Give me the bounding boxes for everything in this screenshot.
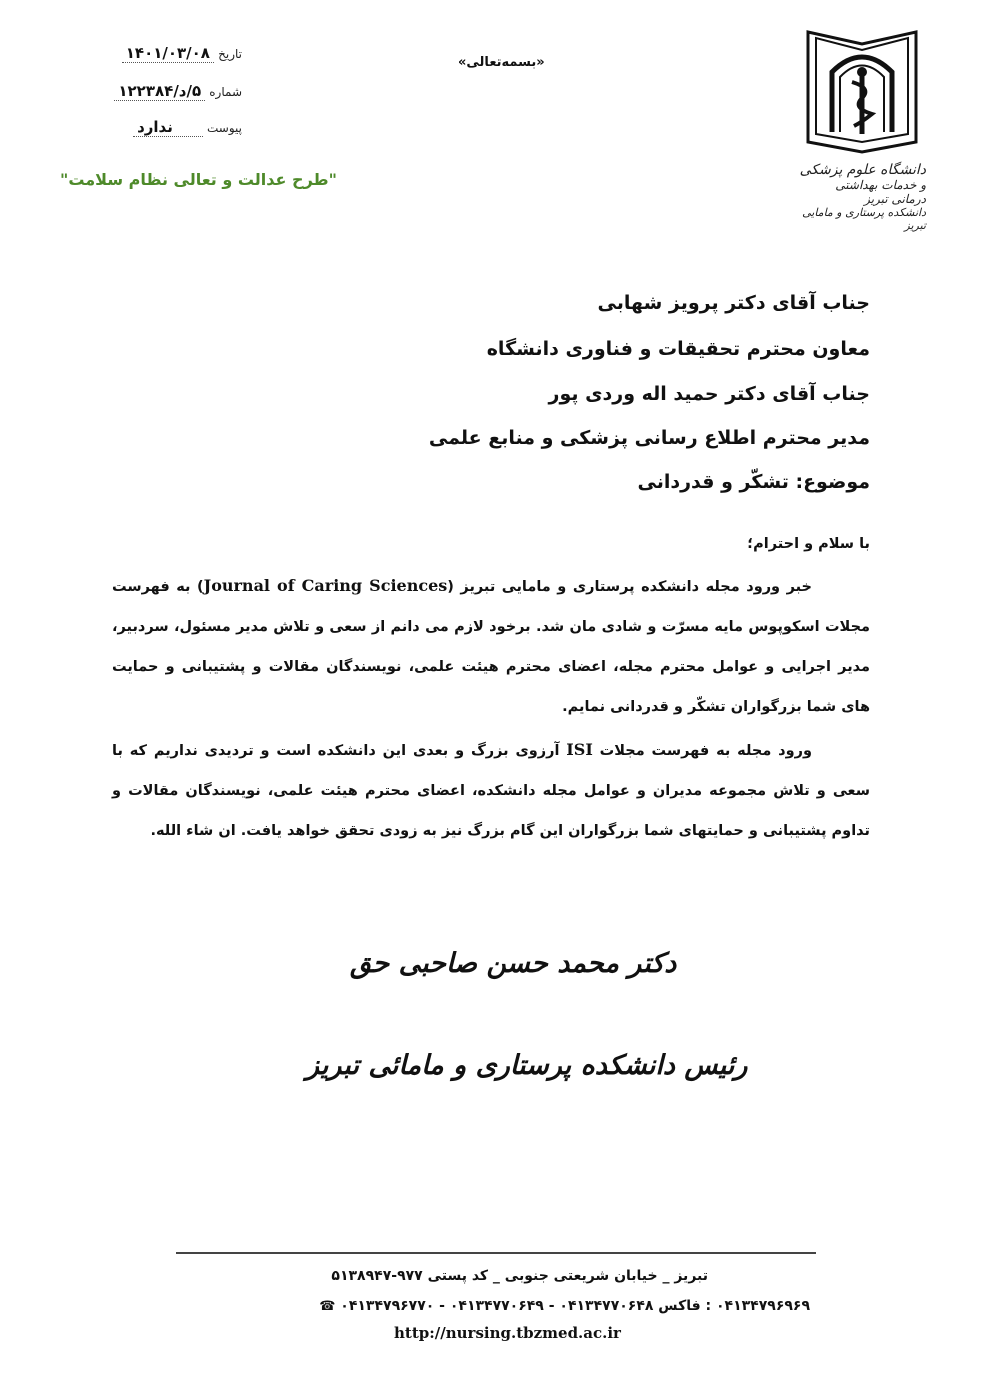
paragraph-2-end: آرزوی بزرگ و بعدی این دانشکده است و تردیدی نداریم که با سعی و تلاش مجموعه مدیران و عوامل مجله دانشکده، اعضای محترم هیئت علمی، نویسندگان مقالات و تداوم پشتیبانی و حمایتهای شما بزرگواران این گام بزرگ نیز به زودی تحقق خواهد یافت. ان شاء الله.: [112, 743, 870, 839]
attachment-label: پیوست: [207, 121, 242, 135]
paragraph-1: [112, 566, 870, 727]
attachment-value: ندارد: [133, 118, 203, 137]
logo-line-health-services: و خدمات بهداشتی درمانی تبریز: [835, 178, 926, 206]
footer-address: تبریز _ خیابان شریعتی جنوبی _ کد پستی ۹۷۷-۵۱۳۸۹۴۷: [331, 1268, 708, 1284]
number-row: [104, 82, 242, 101]
date-row: [108, 44, 242, 63]
addressee-line-4: مدیر محترم اطلاع رسانی پزشکی و منابع علمی: [428, 427, 870, 449]
signature-name: دکتر محمد حسن صاحبی حق: [350, 948, 677, 979]
paragraph-1-start: خبر ورود مجله دانشکده پرستاری و مامایی تبریز (: [447, 579, 812, 595]
greeting: با سلام و احترام؛: [747, 536, 870, 552]
logo-line-faculty: دانشکده پرستاری و مامایی تبریز: [802, 206, 926, 232]
footer-website-link[interactable]: http://nursing.tbzmed.ac.ir: [394, 1324, 621, 1342]
journal-name: Journal of Caring Sciences: [203, 576, 448, 595]
subject-line: موضوع: تشکّر و قدردانی: [637, 471, 870, 493]
addressee-line-2: معاون محترم تحقیقات و فناوری دانشگاه: [486, 338, 870, 360]
footer-divider: [176, 1252, 816, 1254]
addressee-line-3: جناب آقای دکتر حمید اله وردی پور: [548, 383, 870, 405]
bismillah: «بسمه‌تعالی»: [458, 55, 545, 70]
phone-icon: ☎: [319, 1299, 336, 1314]
footer-phones: ۰۴۱۳۴۷۹۶۹۶۹ : فاکس ۰۴۱۳۴۷۷۰۶۴۸ - ۰۴۱۳۴۷۷۰۶۴۹ - ۰۴۱۳۴۷۹۶۷۷۰: [340, 1298, 810, 1314]
addressee-line-1: جناب آقای دکتر پرویز شهابی: [597, 292, 870, 314]
university-emblem-icon: [798, 22, 926, 162]
number-label: شماره: [209, 85, 242, 99]
footer-phones-row: [204, 1298, 810, 1314]
paragraph-2: [112, 730, 870, 851]
number-value: ۵/د/۱۲۲۳۸۴: [114, 82, 205, 101]
date-value: ۱۴۰۱/۰۳/۰۸: [122, 44, 214, 63]
paragraph-1-end: ) به فهرست مجلات اسکوپوس مایه مسرّت و شادی مان شد. برخود لازم می دانم از سعی و تلاش مدیر مسئول، سردبیر، مدیر اجرایی و عوامل محترم مجله، اعضای محترم هیئت علمی، نویسندگان مقالات و پشتیبانی و حمایت های شما بزرگواران تشکّر و قدردانی نمایم.: [112, 579, 870, 715]
slogan: "طرح عدالت و تعالی نظام سلامت": [60, 170, 337, 189]
university-logo: [798, 22, 926, 232]
isi-label: ISI: [566, 740, 593, 759]
signature-title: رئیس دانشکده پرستاری و مامائی تبریز: [306, 1050, 748, 1081]
paragraph-2-start: ورود مجله به فهرست مجلات: [592, 743, 812, 759]
logo-line-university: دانشگاه علوم پزشکی: [799, 162, 926, 178]
attachment-row: [108, 118, 242, 137]
date-label: تاریخ: [218, 47, 242, 61]
